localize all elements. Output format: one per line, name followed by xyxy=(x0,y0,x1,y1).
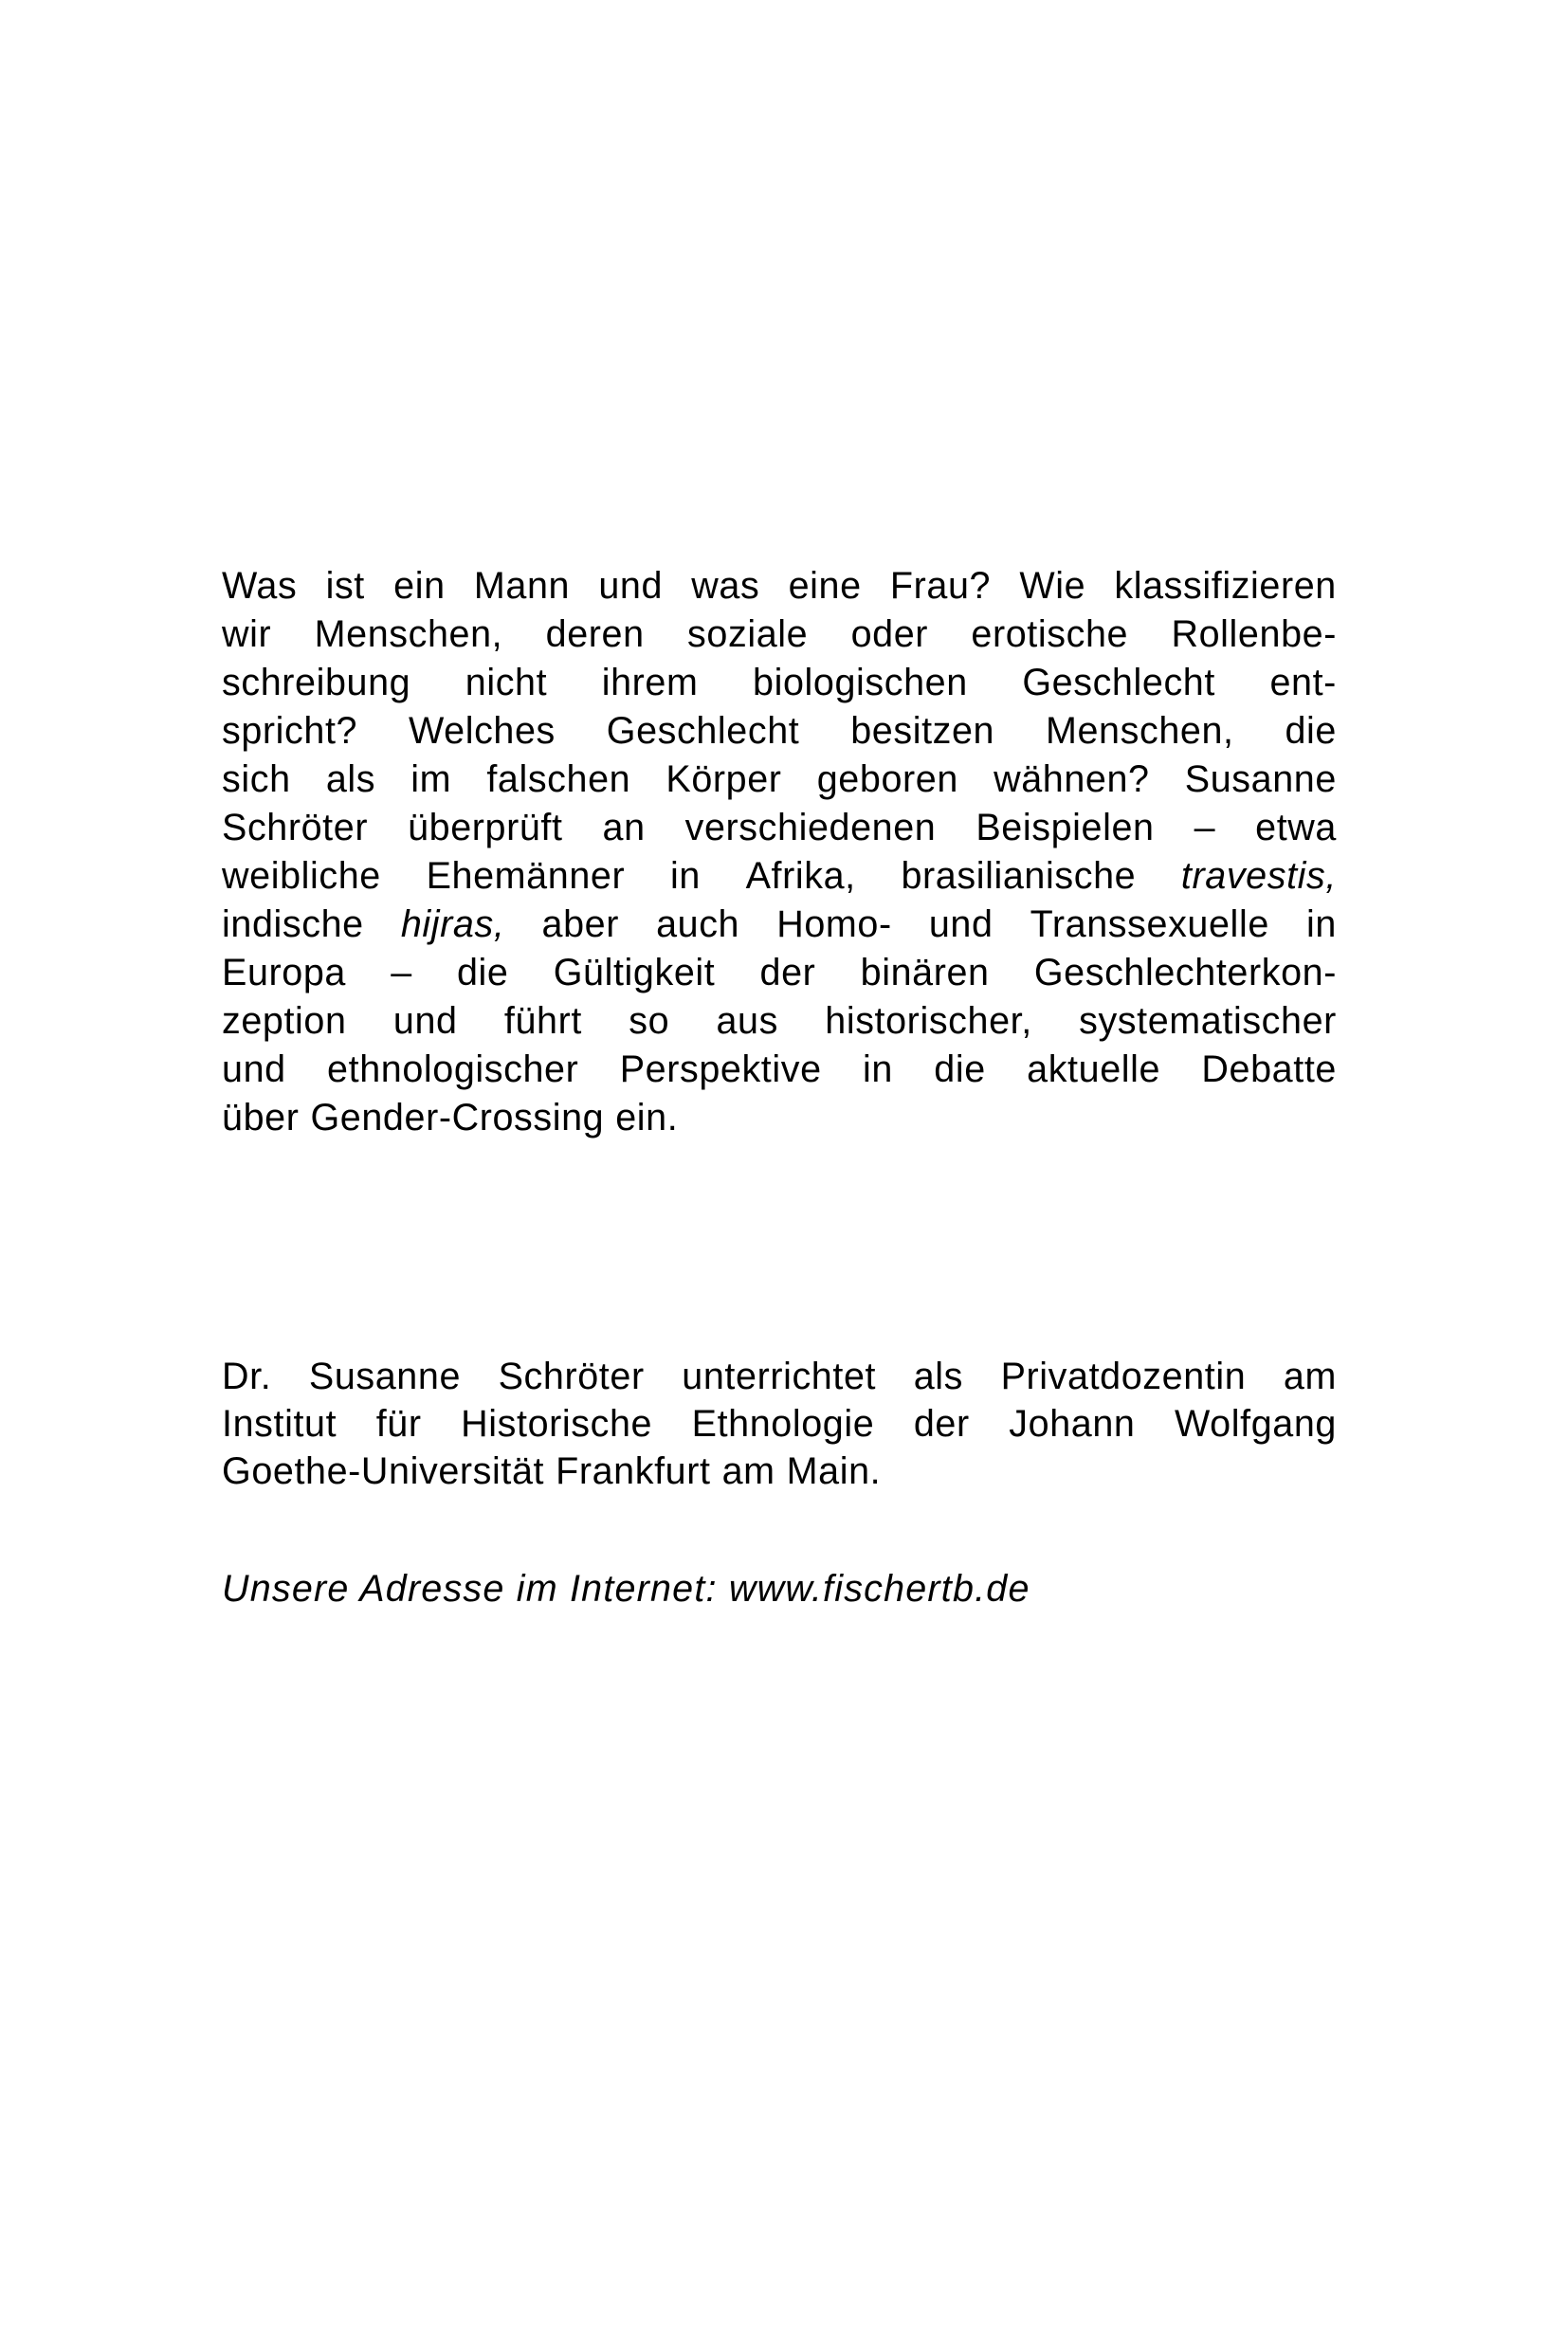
word: Homo- xyxy=(776,903,892,945)
word: Frankfurt xyxy=(556,1450,711,1492)
word: als xyxy=(913,1356,963,1397)
blurb-paragraph xyxy=(222,562,1337,1142)
word: Beispielen xyxy=(975,807,1155,848)
word: Wie xyxy=(1019,565,1086,607)
word: auch xyxy=(656,903,740,945)
author-line xyxy=(222,1448,1337,1495)
word: – xyxy=(1194,807,1216,848)
word: geboren xyxy=(816,758,958,800)
word: unterrichtet xyxy=(682,1356,877,1397)
word: systematischer xyxy=(1079,1000,1337,1042)
word: ihrem xyxy=(601,662,699,703)
word: der xyxy=(759,952,816,993)
word: ent- xyxy=(1269,662,1337,703)
word: Wolfgang xyxy=(1175,1403,1337,1445)
blurb-line xyxy=(222,610,1337,659)
word: und xyxy=(928,903,994,945)
word: nicht xyxy=(465,662,548,703)
word: Historische xyxy=(461,1403,653,1445)
word: und xyxy=(598,565,664,607)
word: so xyxy=(629,1000,670,1042)
word: an xyxy=(602,807,646,848)
word: ethnologischer xyxy=(327,1048,579,1090)
word: Susanne xyxy=(1184,758,1337,800)
word: Ethnologie xyxy=(691,1403,875,1445)
word: in xyxy=(1305,903,1337,945)
word: – xyxy=(391,952,412,993)
blurb-line xyxy=(222,1046,1337,1094)
word: in xyxy=(669,855,701,897)
word: führt xyxy=(503,1000,582,1042)
word: ist xyxy=(325,565,365,607)
blurb-line xyxy=(222,707,1337,756)
word: Main. xyxy=(786,1450,882,1492)
author-line xyxy=(222,1353,1337,1400)
word: ein xyxy=(393,565,446,607)
word: Goethe-Universität xyxy=(222,1450,545,1492)
blurb-line xyxy=(222,756,1337,804)
word: Dr. xyxy=(222,1356,272,1397)
word: Perspektive xyxy=(619,1048,822,1090)
word: historischer, xyxy=(825,1000,1032,1042)
word: Transsexuelle xyxy=(1030,903,1269,945)
word: Ehemänner xyxy=(426,855,626,897)
word: indische xyxy=(222,903,364,945)
word: Debatte xyxy=(1201,1048,1337,1090)
word: Menschen, xyxy=(1045,710,1234,752)
word: und xyxy=(392,1000,458,1042)
word: Geschlecht xyxy=(1022,662,1215,703)
word: Schröter xyxy=(498,1356,645,1397)
word: Geschlechterkon- xyxy=(1033,952,1337,993)
word: die xyxy=(934,1048,986,1090)
word: Susanne xyxy=(308,1356,462,1397)
word: eine xyxy=(788,565,862,607)
author-note xyxy=(222,1353,1337,1495)
word: besitzen xyxy=(850,710,995,752)
italic-word: hijras, xyxy=(400,903,505,945)
word: als xyxy=(325,758,376,800)
word: Rollenbe- xyxy=(1171,613,1337,655)
word: wir xyxy=(222,613,272,655)
word: Afrika, xyxy=(745,855,856,897)
word: Frau? xyxy=(889,565,992,607)
blurb-line xyxy=(222,562,1337,610)
word: sich xyxy=(222,758,291,800)
word: Institut xyxy=(222,1403,337,1445)
word: Gender-Crossing xyxy=(310,1097,605,1139)
word: ein. xyxy=(615,1097,679,1139)
word: binären xyxy=(860,952,990,993)
blurb-line xyxy=(222,1094,1337,1142)
publisher-web-address: Unsere Adresse im Internet: www.fischertb.de xyxy=(222,1568,1030,1610)
word: etwa xyxy=(1255,807,1337,848)
word: aber xyxy=(541,903,619,945)
word: wähnen? xyxy=(994,758,1150,800)
word: aus xyxy=(716,1000,778,1042)
blurb-line xyxy=(222,852,1337,901)
word: brasilianische xyxy=(901,855,1137,897)
word: Menschen, xyxy=(314,613,503,655)
word: Körper xyxy=(665,758,782,800)
word: der xyxy=(913,1403,970,1445)
word: Mann xyxy=(473,565,571,607)
word: Schröter xyxy=(222,807,369,848)
word: Gültigkeit xyxy=(553,952,716,993)
word: soziale xyxy=(687,613,809,655)
word: über xyxy=(222,1097,300,1139)
word: Johann xyxy=(1009,1403,1136,1445)
word: und xyxy=(222,1048,286,1090)
blurb-line xyxy=(222,997,1337,1046)
word: die xyxy=(1285,710,1337,752)
word: oder xyxy=(850,613,929,655)
word: klassifizieren xyxy=(1114,565,1337,607)
word: Geschlecht xyxy=(606,710,800,752)
word: Was xyxy=(222,565,298,607)
blurb-line xyxy=(222,949,1337,997)
word: Europa xyxy=(222,952,346,993)
author-line xyxy=(222,1400,1337,1448)
italic-word: travestis, xyxy=(1180,855,1337,897)
word: am xyxy=(721,1450,775,1492)
word: spricht? xyxy=(222,710,358,752)
word: die xyxy=(456,952,509,993)
word: Privatdozentin xyxy=(1000,1356,1247,1397)
word: im xyxy=(410,758,452,800)
word: überprüft xyxy=(408,807,563,848)
word: deren xyxy=(545,613,645,655)
blurb-line xyxy=(222,901,1337,949)
blurb-line xyxy=(222,804,1337,852)
word: verschiedenen xyxy=(684,807,937,848)
word: falschen xyxy=(486,758,631,800)
word: am xyxy=(1283,1356,1337,1397)
word: erotische xyxy=(971,613,1129,655)
word: was xyxy=(691,565,760,607)
word: weibliche xyxy=(222,855,381,897)
word: in xyxy=(863,1048,893,1090)
blurb-line xyxy=(222,659,1337,707)
word: zeption xyxy=(222,1000,347,1042)
word: biologischen xyxy=(753,662,968,703)
word: aktuelle xyxy=(1027,1048,1161,1090)
word: für xyxy=(375,1403,422,1445)
word: schreibung xyxy=(222,662,411,703)
word: Welches xyxy=(408,710,556,752)
